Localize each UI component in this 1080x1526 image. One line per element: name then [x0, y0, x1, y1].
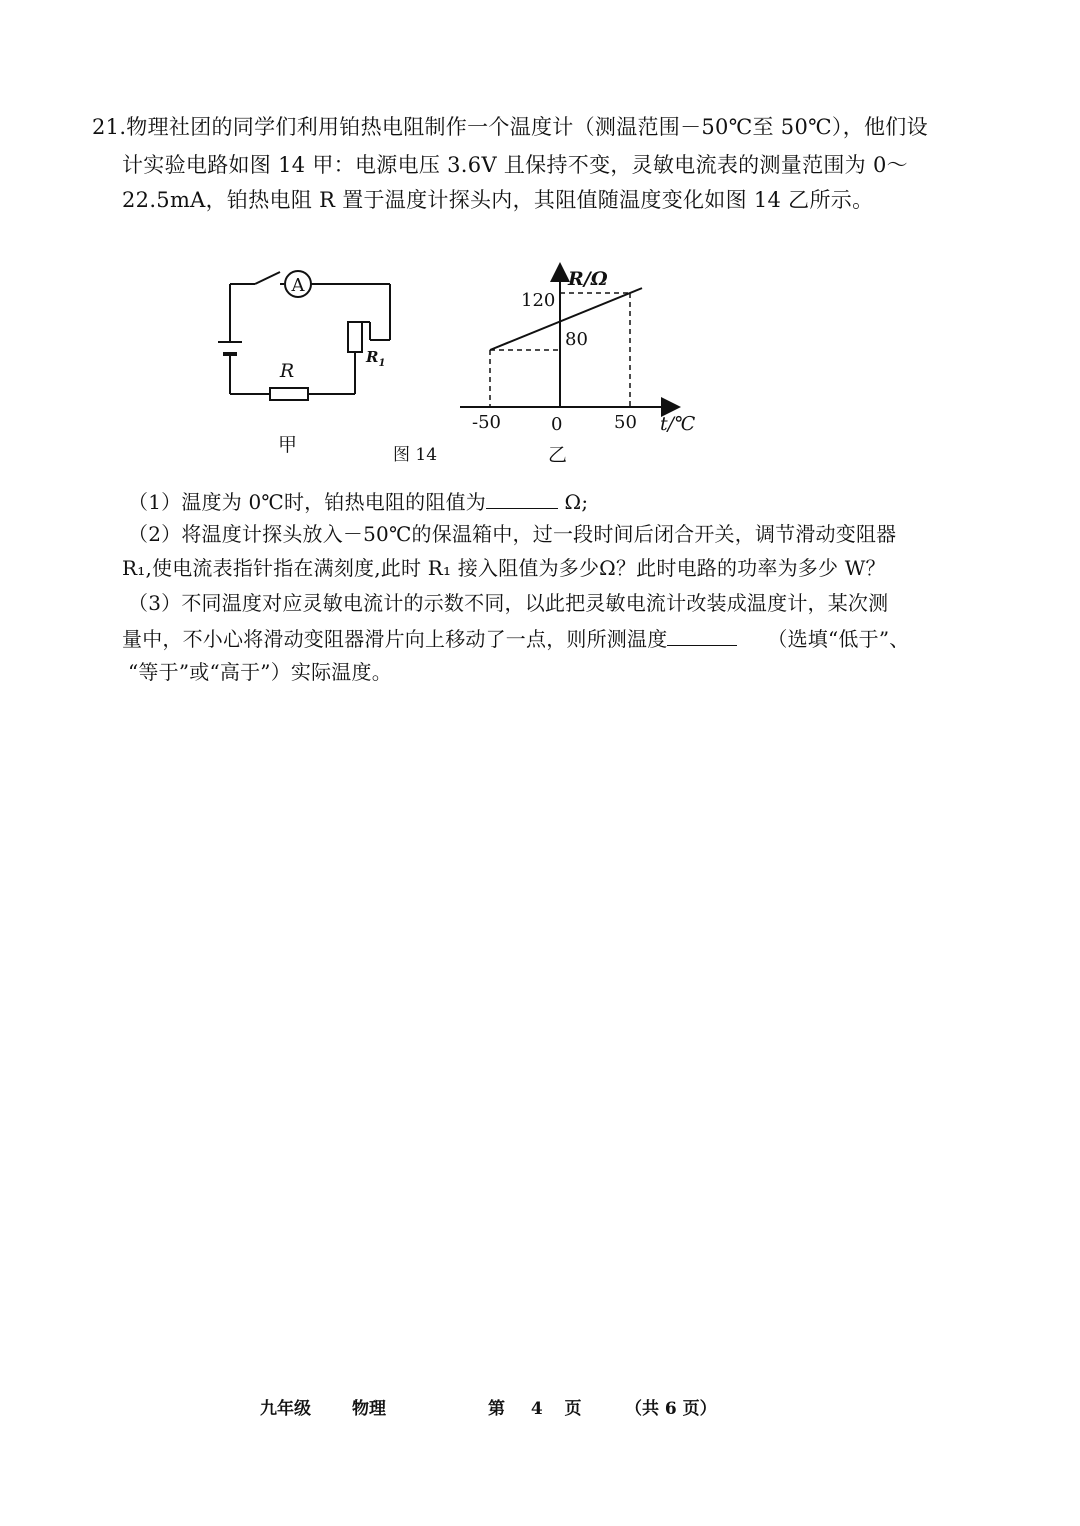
footer-grade: 九年级: [260, 1399, 311, 1419]
page-number: 4: [530, 1399, 543, 1419]
q3-answer-blank[interactable]: [667, 623, 737, 646]
ammeter-label: A: [291, 275, 305, 296]
resistor-label: R: [279, 360, 295, 382]
rheostat-label: $R_1$: [366, 348, 386, 369]
switch: [255, 272, 280, 284]
circuit-caption: 甲: [278, 434, 298, 456]
subquestion-2-line-2: R₁,使电流表指针指在满刻度,此时 R₁ 接入阻值为多少Ω？此时电路的功率为多少 W？: [122, 556, 886, 580]
y-axis-label: R/Ω: [568, 268, 608, 290]
q1-text: （1）温度为 0℃时，铂热电阻的阻值为: [128, 490, 486, 514]
tick-50: 50: [614, 412, 637, 433]
tick-neg50: -50: [472, 412, 501, 433]
graph-caption: 乙: [548, 444, 568, 466]
subquestion-1: [128, 486, 588, 517]
footer-subject: 物理: [352, 1399, 386, 1419]
footer-page: 第 4 页: [488, 1399, 582, 1419]
question-line-2: 计实验电路如图 14 甲：电源电压 3.6V 且保持不变，灵敏电流表的测量范围为 0～: [122, 153, 908, 177]
rheostat: [348, 322, 362, 352]
subquestion-3-line-2: [122, 623, 909, 654]
subquestion-3-line-3: “等于”或“高于”）实际温度。: [128, 660, 392, 684]
q1-unit: Ω;: [557, 490, 589, 514]
x-axis-label: t/℃: [660, 413, 696, 435]
figure-caption: 图 14: [393, 445, 438, 465]
label-120: 120: [521, 290, 556, 311]
question-line-1: 21.物理社团的同学们利用铂热电阻制作一个温度计（测温范围－50℃至 50℃），他们设: [92, 115, 928, 139]
fixed-resistor: [270, 388, 308, 400]
footer-total: （共 6 页）: [625, 1399, 717, 1419]
resistance-temperature-graph: [455, 258, 715, 438]
subquestion-3-line-1: （3）不同温度对应灵敏电流计的示数不同，以此把灵敏电流计改装成温度计，某次测: [128, 591, 889, 615]
circuit-diagram: [210, 262, 410, 412]
q3-options: （选填“低于”、: [767, 627, 910, 651]
subquestion-2-line-1: （2）将温度计探头放入－50℃的保温箱中，过一段时间后闭合开关，调节滑动变阻器: [128, 522, 897, 546]
tick-0: 0: [551, 414, 563, 435]
label-80: 80: [565, 329, 588, 350]
question-line-3: 22.5mA，铂热电阻 R 置于温度计探头内，其阻值随温度变化如图 14 乙所示。: [122, 188, 874, 212]
q3-text: 量中，不小心将滑动变阻器滑片向上移动了一点，则所测温度: [122, 627, 668, 651]
q1-answer-blank[interactable]: [486, 486, 558, 509]
